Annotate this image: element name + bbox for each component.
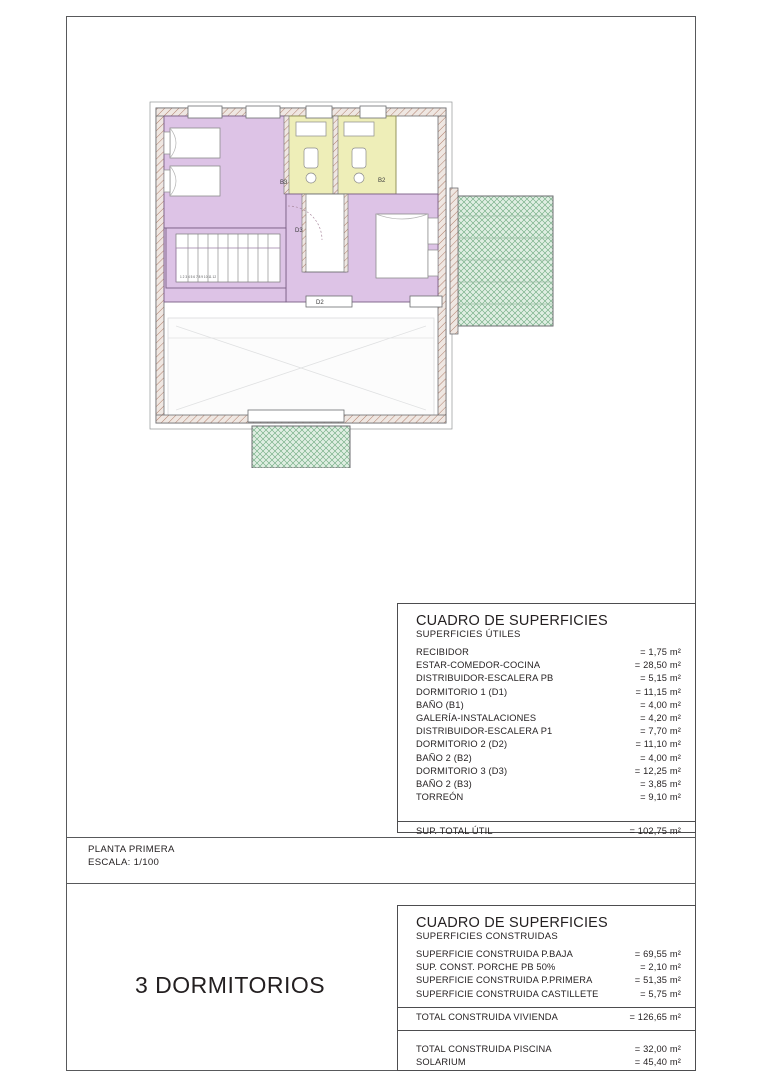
areas-construidas-divider (398, 1007, 695, 1008)
row-label: GALERÍA-INSTALACIONES (416, 713, 537, 724)
areas-construidas-table (397, 905, 696, 1071)
row-value: = 45,40 m² (634, 1057, 681, 1068)
areas-construidas-extra-rows (416, 1043, 681, 1069)
terrace-right (450, 188, 553, 334)
row-label: SUPERFICIE CONSTRUIDA CASTILLETE (416, 988, 599, 999)
total-label: TOTAL CONSTRUIDA VIVIENDA (416, 1011, 559, 1022)
svg-text:D2: D2 (316, 300, 324, 306)
areas-construidas-title: CUADRO DE SUPERFICIES (416, 915, 608, 931)
areas-utiles-divider (398, 821, 695, 822)
caption-divider-bottom (67, 883, 696, 884)
total-value: = 126,65 m² (629, 1011, 681, 1022)
table-row (416, 738, 681, 751)
table-row (416, 988, 681, 1001)
table-row (416, 778, 681, 791)
svg-text:B3: B3 (280, 180, 288, 186)
row-label: SUPERFICIE CONSTRUIDA P.PRIMERA (416, 975, 593, 986)
room-d3 (164, 116, 286, 228)
stair-step-numbers: 1 2 3 4 5 6 7 8 9 10 11 12 (180, 275, 217, 279)
row-label: DORMITORIO 3 (D3) (416, 765, 508, 776)
floor-plan (128, 88, 568, 468)
caption-divider-top (67, 837, 696, 838)
table-row (416, 1056, 681, 1069)
table-row (416, 1043, 681, 1056)
row-value: = 28,50 m² (634, 660, 681, 671)
table-row (416, 686, 681, 699)
caption-line-1: PLANTA PRIMERA (88, 844, 175, 855)
row-label: DORMITORIO 1 (D1) (416, 686, 508, 697)
row-label: BAÑO (B1) (416, 699, 464, 710)
row-value: = 4,00 m² (640, 752, 681, 763)
areas-construidas-divider-2 (398, 1030, 695, 1031)
areas-utiles-subtitle: SUPERFICIES ÚTILES (416, 629, 521, 640)
table-row (416, 712, 681, 725)
row-value: = 32,00 m² (634, 1044, 681, 1055)
areas-utiles-rows (416, 646, 681, 804)
svg-text:D3: D3 (295, 228, 303, 234)
areas-utiles-table (397, 603, 696, 837)
table-row (416, 791, 681, 804)
row-value: = 11,15 m² (635, 686, 681, 697)
table-row (416, 961, 681, 974)
row-value: = 3,85 m² (640, 779, 681, 790)
table-row (416, 725, 681, 738)
row-label: SUPERFICIE CONSTRUIDA P.BAJA (416, 949, 573, 959)
row-value: = 12,25 m² (634, 765, 681, 776)
row-value: = 69,55 m² (634, 949, 681, 959)
total-label: SUP. TOTAL ÚTIL (416, 826, 493, 837)
row-value: = 11,10 m² (635, 739, 681, 750)
row-label: BAÑO 2 (B2) (416, 752, 472, 763)
row-label: RECIBIDOR (416, 647, 470, 657)
table-row (416, 752, 681, 765)
areas-construidas-rows (416, 948, 681, 1001)
table-row (416, 948, 681, 961)
row-label: BAÑO 2 (B3) (416, 779, 472, 790)
page-title: 3 DORMITORIOS (135, 972, 326, 998)
areas-construidas-total (416, 1011, 681, 1024)
row-value: = 9,10 m² (640, 792, 681, 803)
row-label: SUP. CONST. PORCHE PB 50% (416, 962, 556, 973)
terrace-bottom (252, 426, 350, 468)
table-row (416, 659, 681, 672)
svg-text:B2: B2 (378, 178, 386, 184)
row-label: TOTAL CONSTRUIDA PISCINA (416, 1044, 552, 1055)
lower-level-ghost (168, 318, 434, 418)
row-value: = 5,75 m² (640, 988, 681, 999)
row-value: = 2,10 m² (640, 962, 681, 973)
row-value: = 4,20 m² (640, 713, 681, 724)
row-value: = 51,35 m² (634, 975, 681, 986)
row-value: = 4,00 m² (640, 699, 681, 710)
table-row (416, 765, 681, 778)
table-row (416, 646, 681, 659)
row-label: DISTRIBUIDOR-ESCALERA P1 (416, 726, 553, 737)
row-label: ESTAR-COMEDOR-COCINA (416, 660, 541, 671)
areas-utiles-title: CUADRO DE SUPERFICIES (416, 613, 608, 629)
table-row (416, 699, 681, 712)
row-value: = 1,75 m² (640, 647, 681, 657)
areas-construidas-subtitle: SUPERFICIES CONSTRUIDAS (416, 931, 559, 942)
total-value: = 102,75 m² (629, 826, 681, 837)
staircase (166, 228, 286, 288)
table-row (416, 672, 681, 685)
caption-line-2: ESCALA: 1/100 (88, 857, 160, 868)
plan-caption (88, 843, 175, 869)
row-label: DISTRIBUIDOR-ESCALERA PB (416, 673, 554, 684)
row-label: TORREÓN (416, 792, 464, 803)
row-value: = 5,15 m² (640, 673, 681, 684)
row-label: SOLARIUM (416, 1057, 466, 1068)
table-row (416, 974, 681, 987)
row-value: = 7,70 m² (640, 726, 681, 737)
row-label: DORMITORIO 2 (D2) (416, 739, 508, 750)
